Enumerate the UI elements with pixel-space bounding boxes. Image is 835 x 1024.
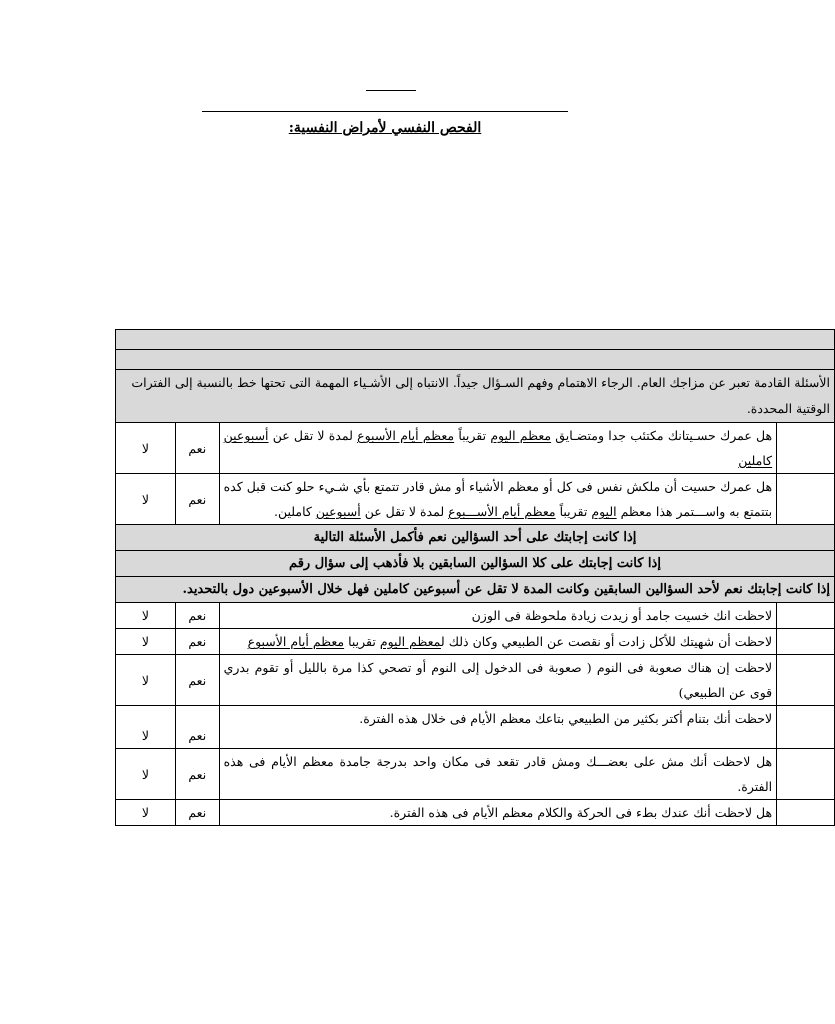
answer-no-5[interactable]: لا <box>116 655 176 706</box>
question-row-3 <box>116 603 835 629</box>
question-number-cell <box>777 800 835 826</box>
questionnaire-table <box>115 329 835 826</box>
questionnaire-table-wrapper <box>115 329 830 929</box>
instruction-skip: إذا كانت إجابتك على كلا السؤالين السابقين بلا فأذهب إلى سؤال رقم <box>116 551 835 577</box>
intro-text: الأسئلة القادمة تعبر عن مزاجك العام. الرجاء الاهتمام وفهم السـؤال جيداً. الانتباه إلى الأشـياء المهمة التى تحتها خط بالنسبة إلى الفترات الوقتية المحددة. <box>116 370 835 423</box>
question-row-1 <box>116 423 835 474</box>
answer-yes-1[interactable]: نعم <box>175 423 219 474</box>
header-row <box>116 350 835 370</box>
question-row-6 <box>116 706 835 749</box>
answer-no-2[interactable]: لا <box>116 474 176 525</box>
header-row <box>116 330 835 350</box>
question-row-8 <box>116 800 835 826</box>
intro-row <box>116 370 835 423</box>
question-text-6: لاحظت أنك بتنام أكتر بكثير من الطبيعي بتاعك معظم الأيام فى خلال هذه الفترة. <box>219 706 777 749</box>
header-short-rule <box>366 90 416 91</box>
answer-yes-2[interactable]: نعم <box>175 474 219 525</box>
answer-no-7[interactable]: لا <box>116 749 176 800</box>
question-text-7: هل لاحظت أنك مش على بعضـــك ومش قادر تقعد فى مكان واحد بدرجة جامدة معظم الأيام فى هذه الفترة. <box>219 749 777 800</box>
answer-no-1[interactable]: لا <box>116 423 176 474</box>
question-row-7 <box>116 749 835 800</box>
question-row-2 <box>116 474 835 525</box>
question-number-cell <box>777 749 835 800</box>
answer-no-3[interactable]: لا <box>116 603 176 629</box>
question-number-cell <box>777 474 835 525</box>
question-text-4: لاحظت أن شهيتك للأكل زادت أو نقصت عن الطبيعي وكان ذلك لمعظم اليوم تقريبا معظم أيام الأسبوع <box>219 629 777 655</box>
answer-no-8[interactable]: لا <box>116 800 176 826</box>
answer-no-6[interactable]: لا <box>116 706 176 749</box>
question-number-cell <box>777 423 835 474</box>
answer-yes-6[interactable]: نعم <box>175 706 219 749</box>
instruction-continue: إذا كانت إجابتك على أحد السؤالين نعم فأكمل الأسئلة التالية <box>116 525 835 551</box>
instruction-two-weeks: إذا كانت إجابتك نعم لأحد السؤالين السابقين وكانت المدة لا تقل عن أسبوعين كاملين فهل خلال الأسبوعين دول بالتحديد. <box>116 577 835 603</box>
instruction-row-1 <box>116 525 835 551</box>
answer-yes-4[interactable]: نعم <box>175 629 219 655</box>
question-row-4 <box>116 629 835 655</box>
question-text-8: هل لاحظت أنك عندك بطء فى الحركة والكلام معظم الأيام فى هذه الفترة. <box>219 800 777 826</box>
answer-yes-3[interactable]: نعم <box>175 603 219 629</box>
question-text-2: هل عمرك حسيت أن ملكش نفس فى كل أو معظم الأشياء أو مش قادر تتمتع بأي شـيء حلو كنت قبل كده بتتمتع به واســـتمر هذا معظم اليوم تقريباً معظم أيام الأســـبوع لمدة لا تقل عن أسبوعين كاملين. <box>219 474 777 525</box>
header-long-rule <box>202 111 568 112</box>
page-title: الفحص النفسي لأمراض النفسية: <box>288 120 482 136</box>
question-text-3: لاحظت انك خسيت جامد أو زيدت زيادة ملحوظة فى الوزن <box>219 603 777 629</box>
instruction-row-2 <box>116 551 835 577</box>
question-number-cell <box>777 603 835 629</box>
question-text-1: هل عمرك حسـيتانك مكتئب جدا ومتضـايق معظم اليوم تقريباً معظم أيام الأسبوع لمدة لا تقل عن أسبوعين كاملين <box>219 423 777 474</box>
answer-yes-8[interactable]: نعم <box>175 800 219 826</box>
question-text-5: لاحظت إن هناك صعوبة فى النوم ( صعوبة فى الدخول إلى النوم أو تصحي كذا مرة بالليل أو تقوم بدري قوى عن الطبيعي) <box>219 655 777 706</box>
question-row-5 <box>116 655 835 706</box>
answer-no-4[interactable]: لا <box>116 629 176 655</box>
question-number-cell <box>777 629 835 655</box>
answer-yes-5[interactable]: نعم <box>175 655 219 706</box>
question-number-cell <box>777 706 835 749</box>
answer-yes-7[interactable]: نعم <box>175 749 219 800</box>
instruction-row-3 <box>116 577 835 603</box>
question-number-cell <box>777 655 835 706</box>
